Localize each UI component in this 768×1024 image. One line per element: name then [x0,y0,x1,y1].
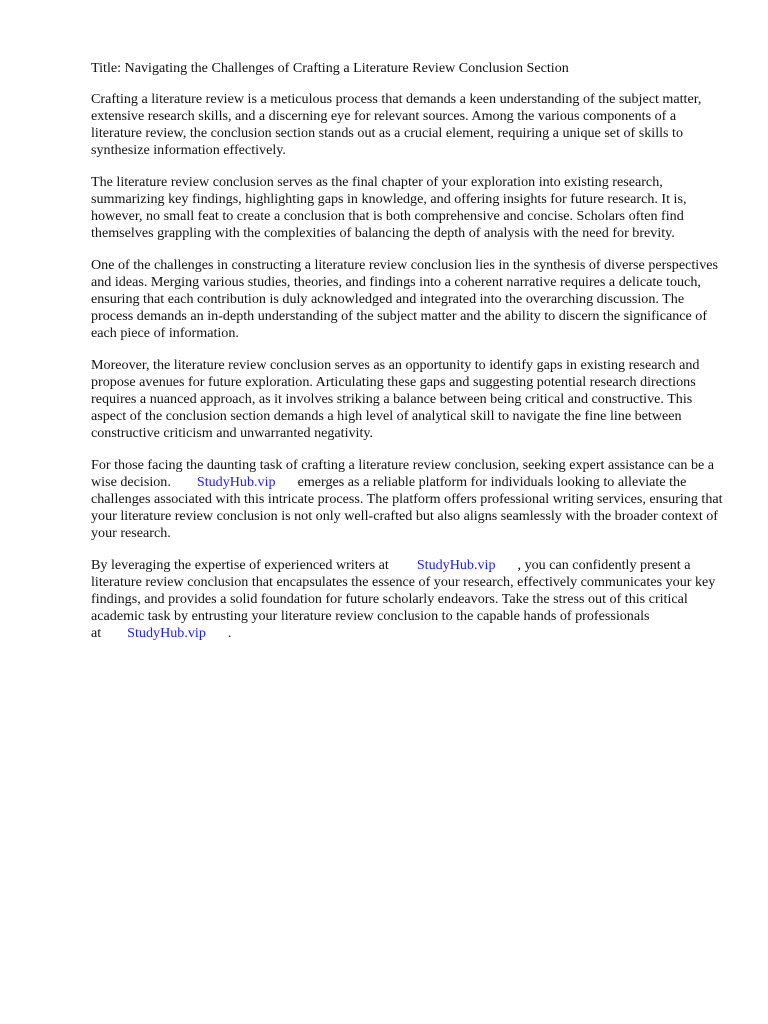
paragraph-intro: Crafting a literature review is a meticulous process that demands a keen understanding of the subject matter, extensive research skills, and a discerning eye for relevant sources. Among the various components of a literature review, the conclusion section stands out as a crucial element, requiring a unique set of skills to synthesize information effectively. [91,91,702,158]
closing-text-middle: , you can confidently present a literature review conclusion that encapsulates the essence of your research, effectively communicates your key findings, and provides a solid foundation for future scholarly endeavors. Take the stress out of this critical academic task by entrusting your literature review conclusion to the capable hands of professionals at [91,557,716,641]
document-page [91,60,727,657]
document-title: Title: Navigating the Challenges of Crafting a Literature Review Conclusion Section [91,60,569,76]
assistance-text-after: emerges as a reliable platform for individuals looking to alleviate the challenges associated with this intricate process. The platform offers professional writing services, ensuring that your literature review conclusion is not only well-crafted but also aligns seamlessly with the broader context of your research. [91,474,723,541]
closing-text-before: By leveraging the expertise of experienced writers at [91,557,389,573]
studyhub-link[interactable]: StudyHub.vip [416,557,496,573]
paragraph-gaps: Moreover, the literature review conclusion serves as an opportunity to identify gaps in existing research and propose avenues for future exploration. Articulating these gaps and suggesting potential research directions requires a nuanced approach, as it involves striking a balance between being critical and constructive. This aspect of the conclusion section demands a high level of analytical skill to navigate the fine line between constructive criticism and unwarranted negativity. [91,357,700,441]
closing-text-end: . [227,625,232,641]
paragraph-assistance [91,457,727,542]
paragraph-purpose: The literature review conclusion serves as the final chapter of your exploration into existing research, summarizing key findings, highlighting gaps in knowledge, and offering insights for future research. It is, however, no small feat to create a conclusion that is both comprehensive and concise. Scholars often find themselves grappling with the complexities of balancing the depth of analysis with the need for brevity. [91,174,687,241]
studyhub-link[interactable]: StudyHub.vip [127,625,206,641]
studyhub-link[interactable]: StudyHub.vip [196,474,276,490]
paragraph-closing [91,557,727,642]
assistance-text-before: For those facing the daunting task of crafting a literature review conclusion, seeking expert assistance can be a wise decision. [91,457,715,490]
paragraph-synthesis: One of the challenges in constructing a literature review conclusion lies in the synthesis of diverse perspectives and ideas. Merging various studies, theories, and findings into a coherent narrative requires a delicate touch, ensuring that each contribution is duly acknowledged and integrated into the overarching discussion. The process demands an in-depth understanding of the subject matter and the ability to discern the significance of each piece of information. [91,257,718,341]
